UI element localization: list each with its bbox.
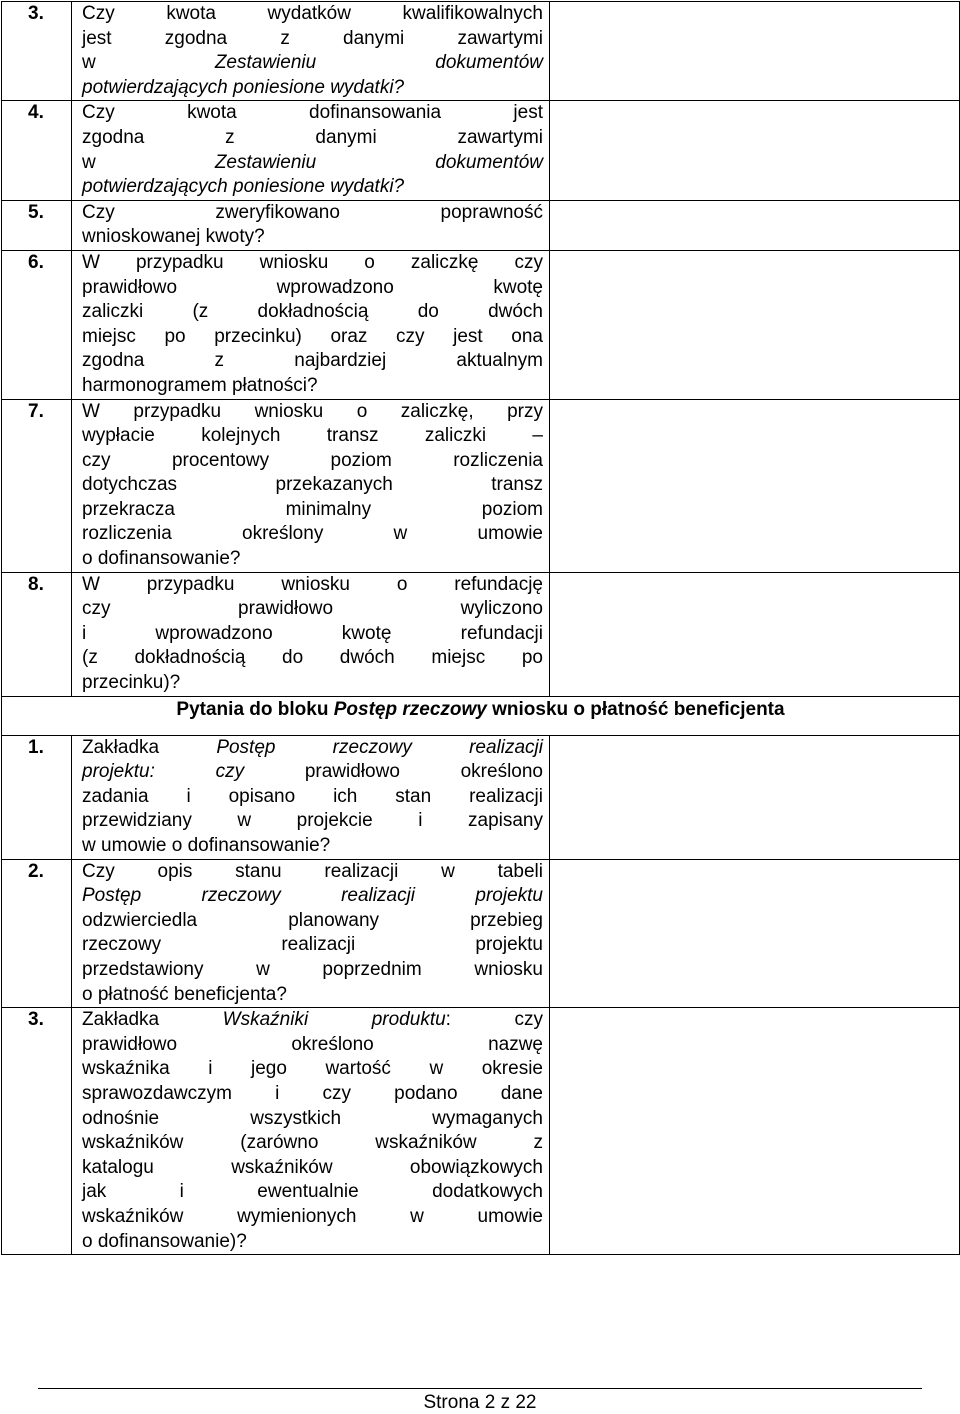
question-text-line: harmonogramem płatności? (82, 374, 318, 396)
answer-cell[interactable] (550, 399, 960, 572)
question-text-line: projektu: czy prawidłowo określono (82, 761, 543, 783)
answer-cell[interactable] (550, 735, 960, 859)
question-text-line: Zakładka Wskaźniki produktu: czy (82, 1009, 544, 1031)
section-header-italic: Postęp rzeczowy (333, 698, 487, 720)
question-text-line: prawidłowo określono nazwę (82, 1033, 543, 1055)
item-number-cell (2, 101, 72, 200)
question-text-line: przewidziany w projekcie i zapisany (82, 810, 543, 832)
question-text-line: prawidłowo wprowadzono kwotę (82, 276, 543, 298)
page-number: Strona 2 z 22 (423, 1392, 537, 1413)
table-row (2, 101, 960, 200)
question-text-line: przekracza minimalny poziom (82, 498, 543, 520)
question-text-line: dotychczas przekazanych transz (82, 474, 543, 496)
question-text-line: W przypadku wniosku o zaliczkę czy (82, 251, 543, 273)
answer-cell[interactable] (550, 250, 960, 399)
question-text-line: rozliczenia określony w umowie (82, 523, 543, 545)
question-text-line: W przypadku wniosku o refundację (82, 573, 543, 595)
question-text-line: (z dokładnością do dwóch miejsc po (82, 647, 543, 669)
question-text-line: Czy kwota wydatków kwalifikowalnych (82, 3, 543, 24)
table-row (2, 2, 960, 101)
question-text-line: wskaźników wymienionych w umowie (82, 1205, 543, 1227)
question-cell (72, 200, 550, 250)
question-text-line: w Zestawieniu dokumentów (82, 151, 544, 173)
table-row (2, 250, 960, 399)
footer-divider (38, 1388, 922, 1389)
question-text-line: przedstawiony w poprzednim wniosku (82, 958, 543, 980)
item-number: 3. (28, 3, 44, 24)
question-text-line: miejsc po przecinku) oraz czy jest ona (82, 325, 543, 347)
question-text-line: odnośnie wszystkich wymaganych (82, 1107, 543, 1129)
question-cell (72, 859, 550, 1008)
checklist-table (1, 1, 960, 1255)
question-text-line: zaliczki (z dokładnością do dwóch (82, 301, 543, 323)
item-number-cell (2, 2, 72, 101)
question-text-line: wskaźnika i jego wartość w okresie (82, 1058, 543, 1080)
question-text-line: czy prawidłowo wyliczono (82, 598, 543, 620)
table-row (2, 859, 960, 1008)
question-text-line: wypłacie kolejnych transz zaliczki – (82, 425, 543, 447)
question-text-line: Czy kwota dofinansowania jest (82, 102, 543, 124)
table-row (2, 200, 960, 250)
item-number-cell (2, 1008, 72, 1255)
table-row (2, 1008, 960, 1255)
question-text-line: W przypadku wniosku o zaliczkę, przy (82, 400, 543, 422)
question-text-line: sprawozdawczym i czy podano dane (82, 1082, 543, 1104)
item-number: 3. (28, 1009, 44, 1031)
question-text-line: przecinku)? (82, 672, 181, 694)
question-cell (72, 250, 550, 399)
answer-cell[interactable] (550, 859, 960, 1008)
question-text-line: w Zestawieniu dokumentów (82, 52, 544, 74)
table-row (2, 735, 960, 859)
answer-cell[interactable] (550, 1008, 960, 1255)
section-header-before: Pytania do bloku (176, 698, 334, 720)
question-text-line: zadania i opisano ich stan realizacji (82, 785, 543, 807)
question-text-line: w umowie o dofinansowanie? (82, 835, 331, 856)
question-text-line: o dofinansowanie)? (82, 1230, 247, 1252)
question-text-line: wskaźników (zarówno wskaźników z (82, 1132, 543, 1154)
item-number-cell (2, 250, 72, 399)
answer-cell[interactable] (550, 101, 960, 200)
item-number: 5. (28, 201, 44, 223)
question-text-line: wnioskowanej kwoty? (82, 226, 265, 248)
question-text-line: jak i ewentualnie dodatkowych (82, 1181, 543, 1203)
question-text-line: o dofinansowanie? (82, 548, 241, 570)
section-header-after: wniosku o płatność beneficjenta (486, 698, 785, 720)
item-number-cell (2, 200, 72, 250)
question-cell (72, 735, 550, 859)
item-number: 1. (28, 736, 44, 758)
item-number-cell (2, 572, 72, 696)
answer-cell[interactable] (550, 572, 960, 696)
question-text-line: Czy opis stanu realizacji w tabeli (82, 860, 543, 882)
question-text-line: katalogu wskaźników obowiązkowych (82, 1156, 543, 1178)
question-text-line: potwierdzających poniesione wydatki? (82, 76, 405, 98)
question-text-line: jest zgodna z danymi zawartymi (82, 27, 543, 49)
table-row (2, 572, 960, 696)
question-cell (72, 2, 550, 101)
item-number: 7. (28, 400, 44, 422)
question-cell (72, 1008, 550, 1255)
item-number-cell (2, 399, 72, 572)
question-text-line: odzwierciedla planowany przebieg (82, 909, 543, 931)
question-text-line: zgodna z najbardziej aktualnym (82, 350, 543, 372)
question-cell (72, 399, 550, 572)
answer-cell[interactable] (550, 2, 960, 101)
question-text-line: Zakładka Postęp rzeczowy realizacji (82, 736, 543, 758)
item-number-cell (2, 735, 72, 859)
section-header (2, 696, 960, 735)
item-number: 4. (28, 102, 44, 124)
question-text-line: Postęp rzeczowy realizacji projektu (82, 885, 543, 907)
section-header-row (2, 696, 960, 735)
question-cell (72, 101, 550, 200)
table-row (2, 399, 960, 572)
item-number: 2. (28, 860, 44, 882)
item-number-cell (2, 859, 72, 1008)
question-text-line: zgodna z danymi zawartymi (82, 126, 543, 148)
question-cell (72, 572, 550, 696)
question-text-line: czy procentowy poziom rozliczenia (82, 449, 543, 471)
question-text-line: i wprowadzono kwotę refundacji (82, 622, 543, 644)
question-text-line: Czy zweryfikowano poprawność (82, 201, 543, 223)
answer-cell[interactable] (550, 200, 960, 250)
item-number: 8. (28, 573, 44, 595)
question-text-line: rzeczowy realizacji projektu (82, 934, 543, 956)
question-text-line: o płatność beneficjenta? (82, 983, 287, 1005)
item-number: 6. (28, 251, 44, 273)
question-text-line: potwierdzających poniesione wydatki? (82, 176, 405, 198)
